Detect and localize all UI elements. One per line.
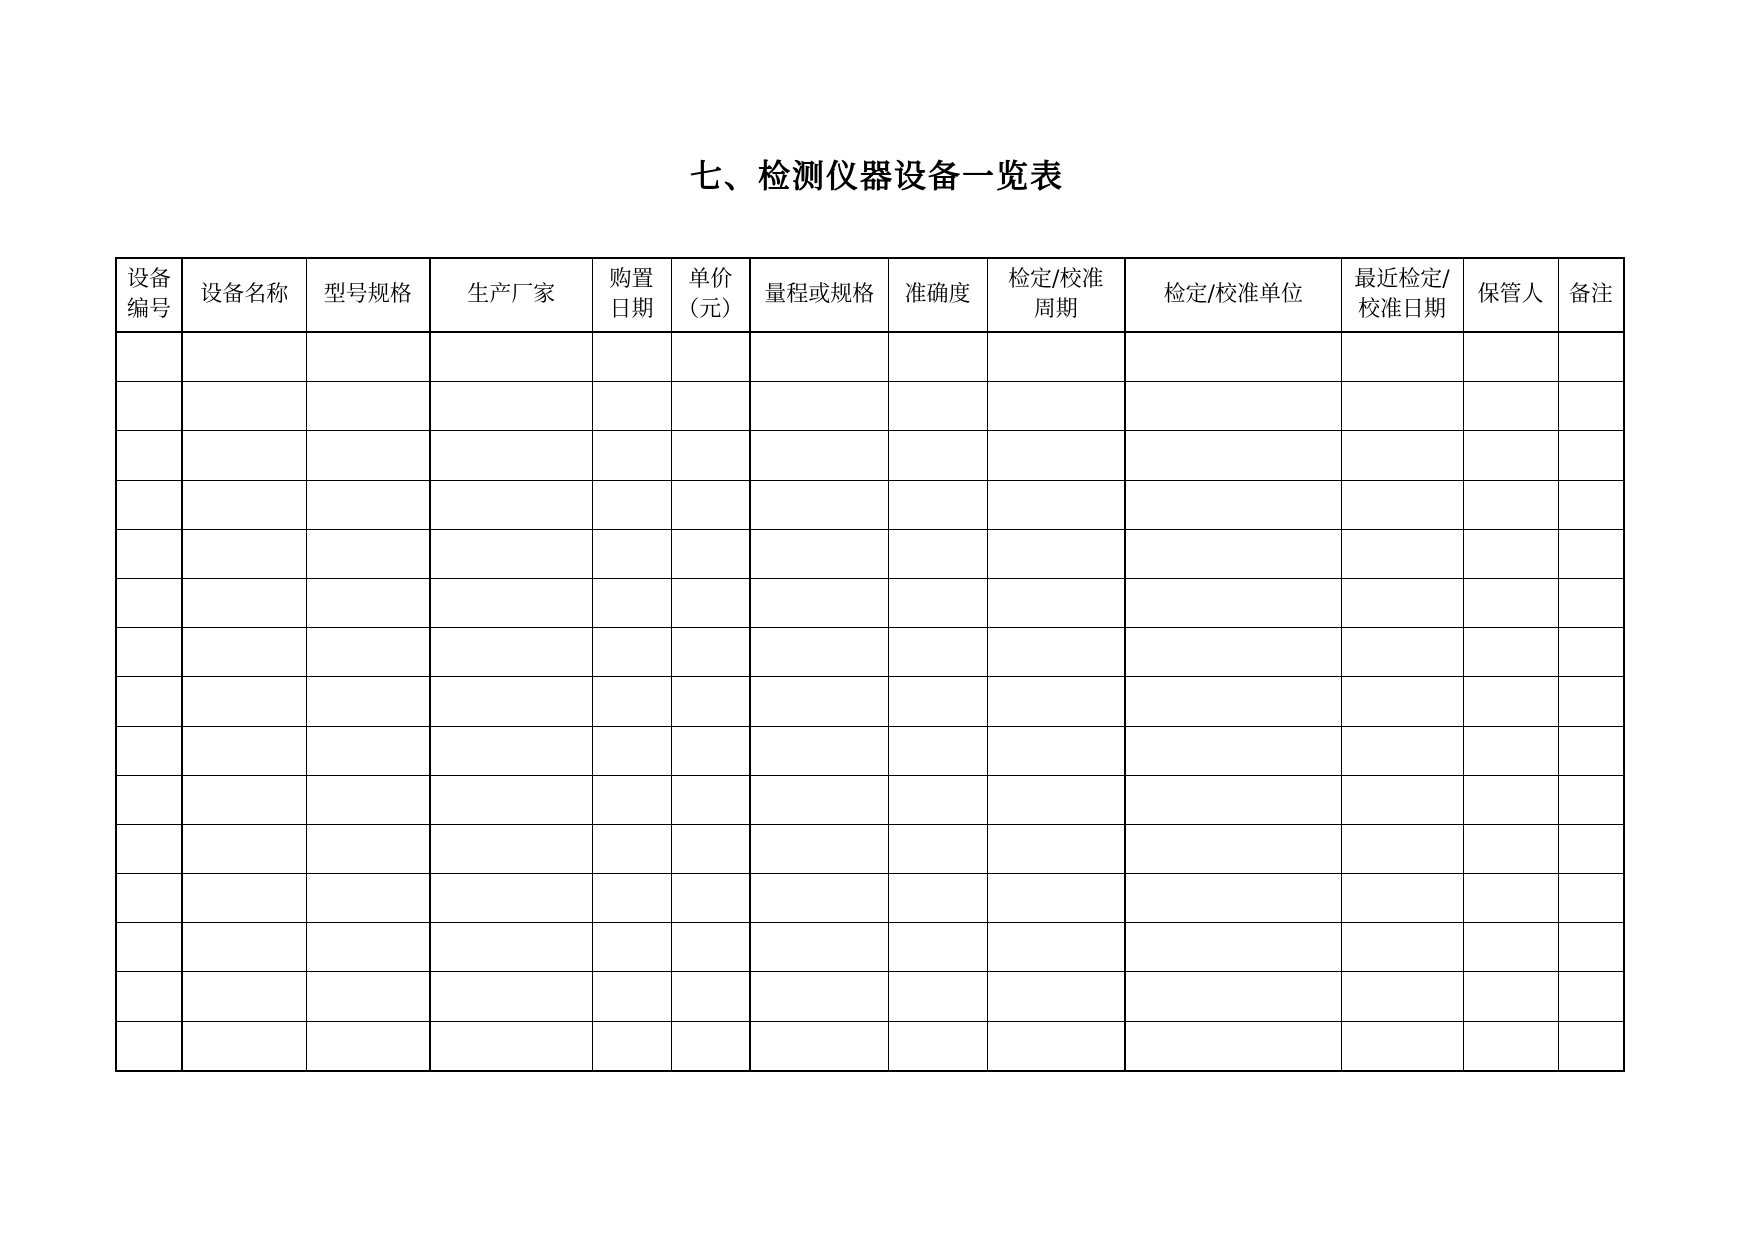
table-cell[interactable]: [306, 923, 430, 972]
table-cell[interactable]: [430, 775, 592, 824]
table-cell[interactable]: [592, 1021, 671, 1071]
table-cell[interactable]: [1125, 578, 1341, 627]
table-cell[interactable]: [182, 628, 306, 677]
table-cell[interactable]: [306, 431, 430, 480]
table-cell[interactable]: [671, 972, 750, 1021]
header-unit-price: 单价 （元）: [671, 258, 750, 332]
table-cell[interactable]: [671, 529, 750, 578]
table-cell[interactable]: [430, 677, 592, 726]
table-cell[interactable]: [182, 824, 306, 873]
table-cell[interactable]: [430, 874, 592, 923]
table-cell[interactable]: [987, 332, 1125, 382]
table-cell[interactable]: [592, 972, 671, 1021]
table-cell[interactable]: [888, 677, 987, 726]
table-cell[interactable]: [430, 382, 592, 431]
table-cell[interactable]: [1463, 972, 1558, 1021]
table-cell[interactable]: [1341, 775, 1463, 824]
table-cell[interactable]: [671, 382, 750, 431]
table-cell[interactable]: [671, 480, 750, 529]
table-cell[interactable]: [592, 628, 671, 677]
table-cell[interactable]: [1558, 824, 1624, 873]
table-cell[interactable]: [750, 628, 888, 677]
table-cell[interactable]: [1558, 775, 1624, 824]
table-cell[interactable]: [888, 972, 987, 1021]
header-last-calibration-date: 最近检定/ 校准日期: [1341, 258, 1463, 332]
table-cell[interactable]: [1463, 628, 1558, 677]
table-cell[interactable]: [182, 529, 306, 578]
table-cell[interactable]: [306, 529, 430, 578]
table-cell[interactable]: [1125, 972, 1341, 1021]
header-calibration-unit: 检定/校准单位: [1125, 258, 1341, 332]
table-cell[interactable]: [987, 628, 1125, 677]
table-cell[interactable]: [430, 726, 592, 775]
table-cell[interactable]: [306, 775, 430, 824]
table-row: [116, 628, 1624, 677]
table-cell[interactable]: [671, 431, 750, 480]
table-cell[interactable]: [888, 431, 987, 480]
table-header-row: [116, 258, 1624, 332]
table-cell[interactable]: [1341, 578, 1463, 627]
table-cell[interactable]: [182, 775, 306, 824]
table-cell[interactable]: [306, 677, 430, 726]
header-accuracy: 准确度: [888, 258, 987, 332]
table-cell[interactable]: [306, 874, 430, 923]
table-cell[interactable]: [306, 824, 430, 873]
table-cell[interactable]: [888, 382, 987, 431]
table-row: [116, 382, 1624, 431]
table-cell[interactable]: [888, 923, 987, 972]
header-purchase-date: 购置 日期: [592, 258, 671, 332]
table-cell[interactable]: [1341, 628, 1463, 677]
table-cell[interactable]: [1558, 382, 1624, 431]
table-cell[interactable]: [750, 431, 888, 480]
table-cell[interactable]: [430, 332, 592, 382]
table-cell[interactable]: [987, 923, 1125, 972]
table-cell[interactable]: [750, 677, 888, 726]
table-cell[interactable]: [1463, 677, 1558, 726]
table-cell[interactable]: [888, 480, 987, 529]
table-cell[interactable]: [116, 775, 182, 824]
table-row: [116, 726, 1624, 775]
table-cell[interactable]: [1341, 332, 1463, 382]
table-cell[interactable]: [430, 1021, 592, 1071]
table-cell[interactable]: [592, 431, 671, 480]
table-cell[interactable]: [116, 628, 182, 677]
table-cell[interactable]: [750, 578, 888, 627]
header-manufacturer: 生产厂家: [430, 258, 592, 332]
table-cell[interactable]: [671, 332, 750, 382]
table-cell[interactable]: [1463, 726, 1558, 775]
table-cell[interactable]: [750, 332, 888, 382]
table-cell[interactable]: [116, 824, 182, 873]
table-cell[interactable]: [1341, 1021, 1463, 1071]
table-cell[interactable]: [182, 972, 306, 1021]
table-row: [116, 824, 1624, 873]
table-cell[interactable]: [1125, 726, 1341, 775]
table-cell[interactable]: [182, 1021, 306, 1071]
table-cell[interactable]: [182, 578, 306, 627]
table-cell[interactable]: [671, 628, 750, 677]
table-cell[interactable]: [182, 677, 306, 726]
table-cell[interactable]: [1558, 578, 1624, 627]
table-cell[interactable]: [1558, 972, 1624, 1021]
table-cell[interactable]: [1341, 874, 1463, 923]
table-cell[interactable]: [1463, 332, 1558, 382]
table-cell[interactable]: [116, 1021, 182, 1071]
table-cell[interactable]: [750, 824, 888, 873]
table-cell[interactable]: [430, 628, 592, 677]
table-cell[interactable]: [1558, 874, 1624, 923]
header-calibration-cycle: 检定/校准 周期: [987, 258, 1125, 332]
table-row: [116, 923, 1624, 972]
table-cell[interactable]: [306, 1021, 430, 1071]
table-cell[interactable]: [987, 529, 1125, 578]
table-cell[interactable]: [750, 726, 888, 775]
table-row: [116, 775, 1624, 824]
table-cell[interactable]: [116, 480, 182, 529]
table-cell[interactable]: [1125, 431, 1341, 480]
table-cell[interactable]: [1463, 480, 1558, 529]
table-cell[interactable]: [1463, 382, 1558, 431]
table-cell[interactable]: [1125, 824, 1341, 873]
header-model-spec: 型号规格: [306, 258, 430, 332]
header-range-spec: 量程或规格: [750, 258, 888, 332]
table-cell[interactable]: [1125, 382, 1341, 431]
table-cell[interactable]: [750, 874, 888, 923]
table-cell[interactable]: [671, 1021, 750, 1071]
table-cell[interactable]: [182, 431, 306, 480]
table-cell[interactable]: [430, 480, 592, 529]
table-cell[interactable]: [1463, 923, 1558, 972]
table-cell[interactable]: [1125, 775, 1341, 824]
table-cell[interactable]: [1125, 874, 1341, 923]
table-row: [116, 972, 1624, 1021]
table-cell[interactable]: [1125, 1021, 1341, 1071]
table-cell[interactable]: [116, 726, 182, 775]
table-cell[interactable]: [1341, 480, 1463, 529]
table-cell[interactable]: [592, 480, 671, 529]
table-cell[interactable]: [671, 923, 750, 972]
table-cell[interactable]: [430, 972, 592, 1021]
table-cell[interactable]: [1558, 332, 1624, 382]
table-cell[interactable]: [987, 874, 1125, 923]
table-cell[interactable]: [592, 726, 671, 775]
table-cell[interactable]: [1341, 431, 1463, 480]
table-cell[interactable]: [1463, 578, 1558, 627]
table-cell[interactable]: [888, 332, 987, 382]
table-row: [116, 332, 1624, 382]
table-cell[interactable]: [116, 923, 182, 972]
table-row: [116, 480, 1624, 529]
table-cell[interactable]: [1463, 529, 1558, 578]
table-cell[interactable]: [592, 824, 671, 873]
table-cell[interactable]: [750, 972, 888, 1021]
header-equipment-number: 设备 编号: [116, 258, 182, 332]
table-cell[interactable]: [116, 578, 182, 627]
table-cell[interactable]: [592, 332, 671, 382]
table-row: [116, 529, 1624, 578]
table-cell[interactable]: [182, 480, 306, 529]
table-cell[interactable]: [1125, 332, 1341, 382]
table-cell[interactable]: [888, 1021, 987, 1071]
table-cell[interactable]: [592, 874, 671, 923]
table-cell[interactable]: [592, 677, 671, 726]
table-cell[interactable]: [987, 775, 1125, 824]
table-cell[interactable]: [1341, 824, 1463, 873]
table-cell[interactable]: [750, 1021, 888, 1071]
table-cell[interactable]: [306, 972, 430, 1021]
table-cell[interactable]: [1125, 628, 1341, 677]
table-cell[interactable]: [430, 824, 592, 873]
table-cell[interactable]: [430, 431, 592, 480]
table-row: [116, 578, 1624, 627]
table-cell[interactable]: [182, 874, 306, 923]
table-cell[interactable]: [306, 628, 430, 677]
table-cell[interactable]: [888, 628, 987, 677]
equipment-table: [115, 257, 1625, 1072]
table-cell[interactable]: [1558, 677, 1624, 726]
table-cell[interactable]: [750, 775, 888, 824]
table-cell[interactable]: [1558, 529, 1624, 578]
table-cell[interactable]: [987, 726, 1125, 775]
table-body: [116, 332, 1624, 1071]
table-cell[interactable]: [888, 578, 987, 627]
table-cell[interactable]: [1558, 923, 1624, 972]
table-cell[interactable]: [1558, 431, 1624, 480]
table-cell[interactable]: [1341, 529, 1463, 578]
header-remarks: 备注: [1558, 258, 1624, 332]
table-cell[interactable]: [592, 529, 671, 578]
table-cell[interactable]: [306, 578, 430, 627]
table-cell[interactable]: [1463, 874, 1558, 923]
table-cell[interactable]: [987, 578, 1125, 627]
table-cell[interactable]: [116, 529, 182, 578]
table-cell[interactable]: [987, 1021, 1125, 1071]
table-row: [116, 431, 1624, 480]
table-cell[interactable]: [1463, 431, 1558, 480]
table-cell[interactable]: [1125, 480, 1341, 529]
table-cell[interactable]: [306, 332, 430, 382]
table-cell[interactable]: [987, 480, 1125, 529]
table-cell[interactable]: [182, 382, 306, 431]
table-cell[interactable]: [1125, 677, 1341, 726]
table-row: [116, 874, 1624, 923]
table-cell[interactable]: [116, 382, 182, 431]
table-cell[interactable]: [1558, 628, 1624, 677]
table-cell[interactable]: [1463, 824, 1558, 873]
table-cell[interactable]: [592, 382, 671, 431]
table-cell[interactable]: [987, 824, 1125, 873]
header-custodian: 保管人: [1463, 258, 1558, 332]
table-cell[interactable]: [306, 480, 430, 529]
table-cell[interactable]: [671, 726, 750, 775]
table-cell[interactable]: [592, 578, 671, 627]
table-cell[interactable]: [116, 332, 182, 382]
page-title: 七、检测仪器设备一览表: [689, 157, 1064, 196]
table-cell[interactable]: [182, 726, 306, 775]
table-cell[interactable]: [888, 529, 987, 578]
table-cell[interactable]: [671, 874, 750, 923]
table-cell[interactable]: [430, 529, 592, 578]
table-cell[interactable]: [1463, 1021, 1558, 1071]
table-cell[interactable]: [430, 578, 592, 627]
table-cell[interactable]: [116, 431, 182, 480]
table-cell[interactable]: [750, 382, 888, 431]
table-cell[interactable]: [671, 578, 750, 627]
table-cell[interactable]: [182, 923, 306, 972]
table-cell[interactable]: [750, 529, 888, 578]
table-cell[interactable]: [888, 726, 987, 775]
table-cell[interactable]: [987, 431, 1125, 480]
table-cell[interactable]: [987, 677, 1125, 726]
table-cell[interactable]: [592, 775, 671, 824]
table-cell[interactable]: [1341, 972, 1463, 1021]
table-cell[interactable]: [987, 972, 1125, 1021]
table-cell[interactable]: [116, 677, 182, 726]
table-row: [116, 677, 1624, 726]
table-cell[interactable]: [750, 923, 888, 972]
table-cell[interactable]: [671, 824, 750, 873]
table-cell[interactable]: [1341, 677, 1463, 726]
header-equipment-name: 设备名称: [182, 258, 306, 332]
table-cell[interactable]: [1558, 1021, 1624, 1071]
table-cell[interactable]: [671, 677, 750, 726]
table-cell[interactable]: [116, 972, 182, 1021]
table-row: [116, 1021, 1624, 1071]
table-cell[interactable]: [306, 726, 430, 775]
table-cell[interactable]: [888, 775, 987, 824]
table-cell[interactable]: [306, 382, 430, 431]
table-cell[interactable]: [1558, 480, 1624, 529]
table-cell[interactable]: [1341, 726, 1463, 775]
table-cell[interactable]: [888, 874, 987, 923]
table-cell[interactable]: [182, 332, 306, 382]
table-cell[interactable]: [1463, 775, 1558, 824]
table-cell[interactable]: [592, 923, 671, 972]
table-cell[interactable]: [116, 874, 182, 923]
table-cell[interactable]: [430, 923, 592, 972]
table-cell[interactable]: [1558, 726, 1624, 775]
table-cell[interactable]: [888, 824, 987, 873]
table-cell[interactable]: [987, 382, 1125, 431]
table-cell[interactable]: [750, 480, 888, 529]
table-cell[interactable]: [1341, 923, 1463, 972]
table-cell[interactable]: [1125, 529, 1341, 578]
table-cell[interactable]: [671, 775, 750, 824]
table-cell[interactable]: [1341, 382, 1463, 431]
table-cell[interactable]: [1125, 923, 1341, 972]
